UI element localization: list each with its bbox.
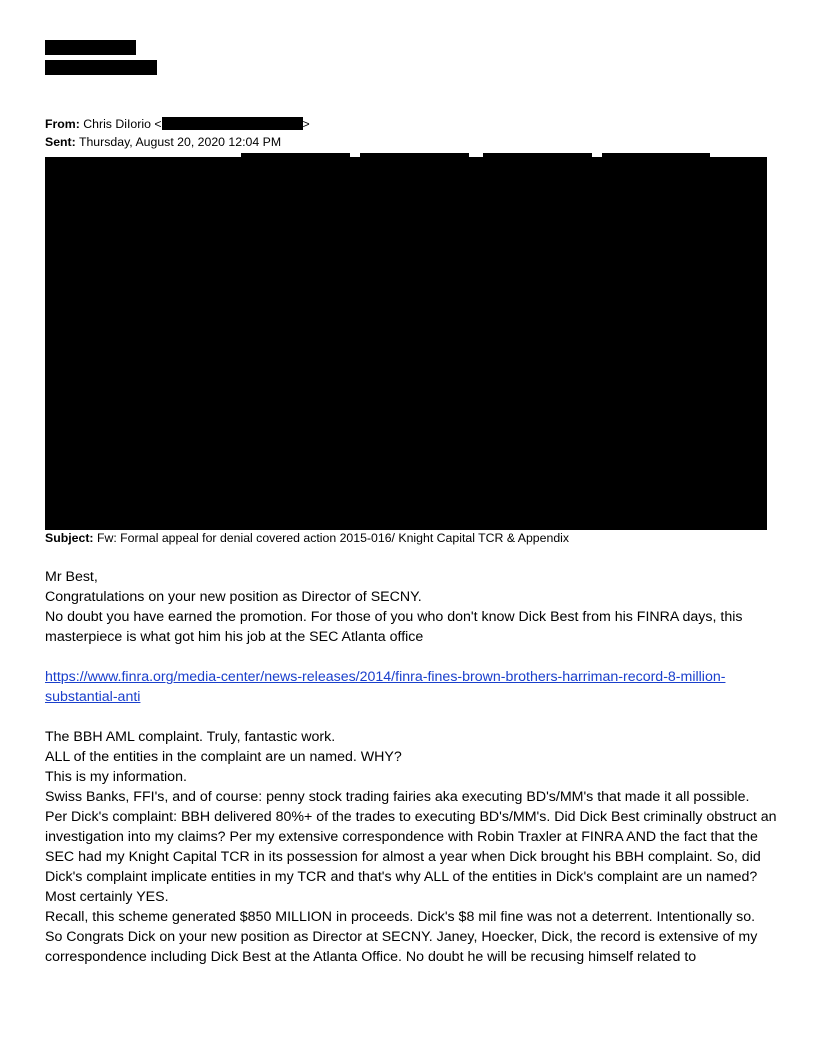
from-name: Chris DiIorio < [83,117,162,131]
redaction-top-1 [45,40,136,55]
from-label: From: [45,117,80,131]
subject-line [45,529,569,547]
body-para-3: This is my information. [45,769,187,785]
body-line-1: Congratulations on your new position as Director of SECNY. [45,589,422,605]
redaction-top-2 [45,60,157,75]
body-para-2: ALL of the entities in the complaint are un named. WHY? [45,749,402,765]
body-para-7: So Congrats Dick on your new position as Director at SECNY. Janey, Hoecker, Dick, the record is extensive of my correspondence including Dick Best at the Atlanta Office. No doubt he will be recusing himself related to [45,929,758,965]
subject-value: Fw: Formal appeal for denial covered action 2015-016/ Knight Capital TCR & Appendix [96,531,570,545]
from-line [45,115,310,133]
body-para-5: Per Dick's complaint: BBH delivered 80%+ of the trades to executing BD's/MM's. Did Dick Best criminally obstruct an investigation into my claims? Per my extensive correspondence with Robin Traxler at FINRA AND the fact that the SEC had my Knight Capital TCR in its possession for almost a year when Dick brought his BBH complaint. So, did Dick's complaint implicate entities in my TCR and that's why ALL of the entities in Dick's complaint are un named? Most certainly YES. [45,809,777,905]
sent-label: Sent: [45,135,76,149]
sent-line [45,133,281,151]
from-close: > [302,117,310,131]
subject-label: Subject: [45,531,94,545]
sent-value: Thursday, August 20, 2020 12:04 PM [78,135,282,149]
email-body [45,567,780,967]
body-para-6: Recall, this scheme generated $850 MILLION in proceeds. Dick's $8 mil fine was not a deterrent. Intentionally so. [45,909,756,925]
from-email-redaction [162,117,303,130]
redaction-recipients-block [45,157,767,530]
finra-news-link[interactable]: https://www.finra.org/media-center/news-releases/2014/finra-fines-brown-brothers-harriman-record-8-million-substantial-anti [45,669,726,705]
salutation: Mr Best, [45,569,98,585]
body-para-4: Swiss Banks, FFI's, and of course: penny stock trading fairies aka executing BD's/MM's that made it all possible. [45,789,750,805]
body-para-1: The BBH AML complaint. Truly, fantastic work. [45,729,336,745]
body-line-2: No doubt you have earned the promotion. For those of you who don't know Dick Best from his FINRA days, this masterpiece is what got him his job at the SEC Atlanta office [45,609,743,645]
